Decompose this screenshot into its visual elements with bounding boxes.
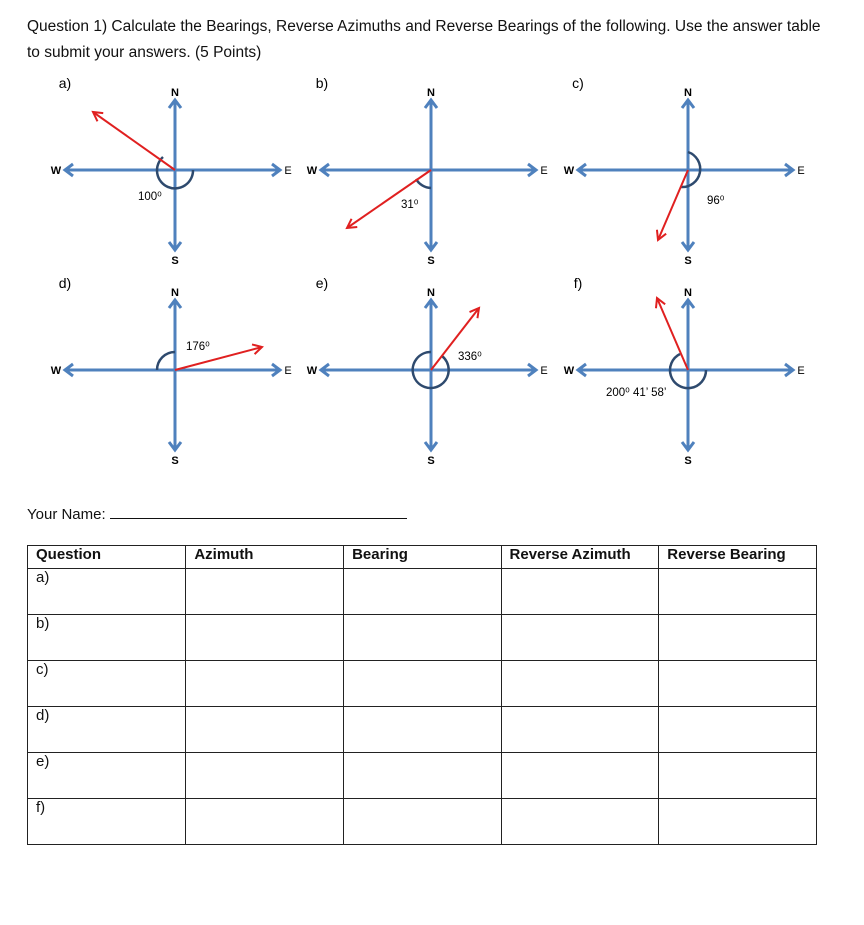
- angle-label: 96⁰: [707, 195, 725, 207]
- table-row: [28, 615, 817, 661]
- question-cell: b): [28, 615, 186, 661]
- table-row: [28, 661, 817, 707]
- south-label: S: [171, 455, 179, 467]
- answer-cell-reverse-bearing[interactable]: [659, 707, 817, 753]
- west-label: W: [563, 365, 575, 377]
- north-label: N: [427, 287, 435, 299]
- east-label: E: [284, 165, 292, 177]
- answer-cell-bearing[interactable]: [344, 661, 501, 707]
- compass-diagram-c: [564, 75, 805, 267]
- name-field[interactable]: [27, 504, 407, 523]
- answer-cell-bearing[interactable]: [344, 753, 501, 799]
- west-label: W: [563, 165, 575, 177]
- name-line[interactable]: [110, 504, 407, 519]
- question-cell: a): [28, 569, 186, 615]
- answer-cell-azimuth[interactable]: [186, 799, 344, 845]
- west-label: W: [306, 365, 318, 377]
- answer-cell-reverse-bearing[interactable]: [659, 799, 817, 845]
- compass-diagram-e: [307, 275, 548, 467]
- answer-cell-azimuth[interactable]: [186, 661, 344, 707]
- answer-table: [27, 545, 817, 845]
- south-label: S: [427, 255, 435, 267]
- question-cell: f): [28, 799, 186, 845]
- question-cell: e): [28, 753, 186, 799]
- east-label: E: [797, 165, 805, 177]
- angle-arc: [416, 179, 431, 188]
- answer-cell-reverse-azimuth[interactable]: [501, 799, 659, 845]
- east-label: E: [540, 365, 548, 377]
- table-row: [28, 569, 817, 615]
- answer-cell-bearing[interactable]: [344, 615, 501, 661]
- east-label: E: [284, 365, 292, 377]
- diagram-label: a): [58, 75, 72, 91]
- table-row: [28, 707, 817, 753]
- angle-arc: [157, 352, 175, 370]
- answer-cell-azimuth[interactable]: [186, 569, 344, 615]
- question-cell: d): [28, 707, 186, 753]
- diagram-label: b): [315, 75, 329, 91]
- angle-label: 336⁰: [458, 351, 482, 363]
- answer-cell-azimuth[interactable]: [186, 707, 344, 753]
- east-label: E: [540, 165, 548, 177]
- diagram-label: f): [573, 275, 583, 291]
- answer-cell-reverse-azimuth[interactable]: [501, 615, 659, 661]
- direction-arrow: [658, 170, 688, 240]
- east-label: E: [797, 365, 805, 377]
- angle-label: 31⁰: [401, 199, 419, 211]
- compass-diagram-f: [564, 275, 805, 467]
- question-cell: c): [28, 661, 186, 707]
- south-label: S: [684, 455, 692, 467]
- compass-diagram-d: [51, 275, 292, 467]
- south-label: S: [427, 455, 435, 467]
- table-row: [28, 753, 817, 799]
- diagram-label: c): [572, 75, 584, 91]
- answer-cell-bearing[interactable]: [344, 569, 501, 615]
- west-label: W: [306, 165, 318, 177]
- west-label: W: [50, 365, 62, 377]
- compass-diagrams: [0, 70, 864, 490]
- name-label: Your Name:: [27, 506, 106, 523]
- answer-cell-reverse-azimuth[interactable]: [501, 661, 659, 707]
- column-header: Azimuth: [186, 546, 344, 569]
- answer-cell-reverse-azimuth[interactable]: [501, 569, 659, 615]
- column-header: Reverse Azimuth: [501, 546, 659, 569]
- answer-cell-reverse-bearing[interactable]: [659, 753, 817, 799]
- answer-cell-reverse-azimuth[interactable]: [501, 707, 659, 753]
- question-text: Question 1) Calculate the Bearings, Reverse Azimuths and Reverse Bearings of the following. Use the answer table to submit your answers. (5 Points): [27, 18, 821, 61]
- north-label: N: [171, 87, 179, 99]
- answer-cell-reverse-bearing[interactable]: [659, 661, 817, 707]
- answer-cell-bearing[interactable]: [344, 707, 501, 753]
- column-header: Bearing: [344, 546, 501, 569]
- compass-diagram-b: [307, 75, 548, 267]
- south-label: S: [684, 255, 692, 267]
- diagram-label: d): [58, 275, 72, 291]
- table-row: [28, 799, 817, 845]
- answer-cell-azimuth[interactable]: [186, 753, 344, 799]
- angle-label: 200⁰ 41’ 58’: [606, 387, 667, 399]
- answer-cell-reverse-bearing[interactable]: [659, 569, 817, 615]
- north-label: N: [171, 287, 179, 299]
- answer-cell-reverse-azimuth[interactable]: [501, 753, 659, 799]
- answer-cell-bearing[interactable]: [344, 799, 501, 845]
- column-header: Reverse Bearing: [659, 546, 817, 569]
- column-header: Question: [28, 546, 186, 569]
- north-label: N: [684, 87, 692, 99]
- west-label: W: [50, 165, 62, 177]
- direction-arrow: [93, 112, 175, 170]
- south-label: S: [171, 255, 179, 267]
- answer-cell-reverse-bearing[interactable]: [659, 615, 817, 661]
- answer-cell-azimuth[interactable]: [186, 615, 344, 661]
- north-label: N: [684, 287, 692, 299]
- north-label: N: [427, 87, 435, 99]
- angle-label: 100⁰: [138, 191, 162, 203]
- diagram-label: e): [315, 275, 329, 291]
- compass-diagram-a: [51, 75, 292, 267]
- angle-label: 176⁰: [186, 341, 210, 353]
